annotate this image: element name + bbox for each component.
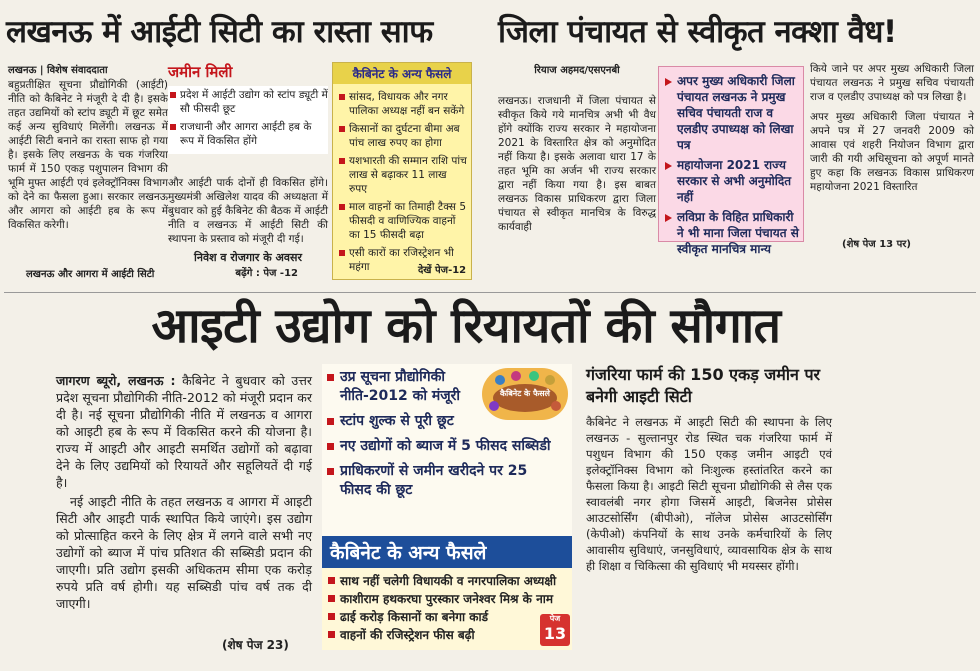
col3-point: किसानों का दुर्घटना बीमा अब पांच लाख रुपए का होगा — [337, 122, 467, 150]
bottom-right-story — [586, 364, 832, 654]
bottom-left-p1: कैबिनेट ने बुधवार को उत्तर प्रदेश सूचना प्रौद्योगिकी नीति-2012 को मंजूरी प्रदान कर दी है। नई सूचना प्रौद्योगिकी नीति में लखनऊ व आगरा को आइटी हब के रूप में विकसित करने की योजना है। राज्य में आइटी और आइटी समर्थित उद्योगों को बढ़ावा देने के लिए उद्यमियों को रियायतें और सहूलियतें दी गई है। — [56, 373, 312, 490]
bottom-left-lead: जागरण ब्यूरो, लखनऊ : — [56, 373, 176, 388]
cabinet-graphic-label: कैबिनेट के फैसले — [500, 389, 550, 398]
headline-main: आइटी उद्योग को रियायतों की सौगात — [151, 298, 781, 354]
section-divider — [4, 292, 976, 293]
col2-point: राजधानी और आगरा आईटी हब के रूप में विकसित होंगे — [168, 120, 328, 148]
col2-points-box — [168, 86, 328, 154]
col2-footer-ref: बढ़ेंगे : पेज -12 — [235, 268, 298, 279]
bottom-mid-cab-point: ढाई करोड़ किसानों का बनेगा कार्ड — [326, 608, 568, 626]
col4-byline: रियाज अहमद/एसएनबी — [534, 65, 620, 76]
bottom-right-body: कैबिनेट ने लखनऊ में आइटी सिटी की स्थापना के लिए लखनऊ - सुल्तानपुर रोड स्थित चक गंजरिया फार्म में पशुधन विभाग की 150 एकड़ जमीन आइटी एवं इलेक्ट्रॉनिक्स विभाग को निःशुल्क हस्तांतरित करने का फैसला किया है। आइटी सिटी सूचना प्रौद्योगिकी से लैस एक स्वावलंबी नगर होगा जिसमें आइटी, बिजनेस प्रोसेस आउटसोर्सिंग (बीपीओ), नॉलेज प्रोसेस आउटसोर्सिंग (केपीओ) कंपनियों के साथ उनके कर्मचारियों के लिए आवासीय सुविधाएं, जनसुविधाएं, व्यावसायिक क्षेत्र के साथ ही शिक्षा व चिकित्सा की सुविधाएं भी मयस्सर होंगी। — [586, 415, 832, 573]
bottom-left-body — [56, 372, 312, 612]
col5-highlights-box — [658, 66, 804, 256]
col2-body: और आईटी पार्क दोनों ही विकसित होंगे। मुख्यमंत्री अखिलेश यादव की अध्यक्षता में बुधवार को हुई कैबिनेट की बैठक में आईटी नीति व लखनऊ में आईटी सिटी की स्थापना के प्रस्ताव को मंजूरी दी गई। — [168, 177, 328, 245]
bottom-mid-point: स्टांप शुल्क से पूरी छूट — [326, 412, 562, 431]
bottom-mid-cab-point: साथ नहीं चलेगी विधायकी व नगरपालिका अध्यक्षी — [326, 572, 568, 590]
cabinet-graphic — [482, 368, 568, 420]
col3-point: यशभारती की सम्मान राशि पांच लाख से बढ़ाकर 11 लाख रुपए — [337, 154, 467, 196]
bottom-left-p2: नई आइटी नीति के तहत लखनऊ व आगरा में आइटी सिटी और आइटी पार्क स्थापित किये जाएंगे। इस उद्योग को प्रोत्साहित करने के लिए क्षेत्र में लगने वाले सभी नए उद्योगों को ब्याज में पांच प्रतिशत की सब्सिडी प्रदान की जाएगी। प्रति उद्योग इसकी अधिकतम सीमा एक करोड़ रुपये प्रति वर्ष होगी। यह सब्सिडी पांच वर्ष तक दी जाएगी। — [56, 494, 312, 611]
bottom-mid-cab-point: वाहनों की रजिस्ट्रेशन फीस बढ़ी — [326, 626, 568, 644]
col1-byline: लखनऊ | विशेष संवाददाता — [8, 65, 108, 76]
col6-body2: अपर मुख्य अधिकारी जिला पंचायत ने अपने पत्र में 27 जनवरी 2009 को आवास एवं शहरी नियोजन विभाग द्वारा जारी की गयी अधिसूचना को अपूर्ण मानते हुए कहा कि लखनऊ विकास प्राधिकरण महायोजना 2021 विस्तारित — [810, 111, 974, 193]
col5-point: महायोजना 2021 राज्य सरकार से अभी अनुमोदित नहीं — [663, 157, 799, 205]
bottom-mid-cabinet-box — [322, 536, 572, 648]
headline-right: जिला पंचायत से स्वीकृत नक्शा वैध! — [498, 14, 897, 50]
col6-body1: किये जाने पर अपर मुख्य अधिकारी जिला पंचायत लखनऊ ने प्रमुख सचिव पंचायती राज व एलडीए उपाध्यक्ष को पत्र लिखा है। — [810, 63, 974, 103]
page-label: पेज — [549, 614, 561, 623]
bottom-right-heading: गंजरिया फार्म की 150 एकड़ जमीन पर बनेगी आइटी सिटी — [586, 365, 821, 406]
bottom-left-story — [56, 372, 312, 652]
bottom-mid-point: उप्र सूचना प्रौद्योगिकी नीति-2012 को मंजूरी — [326, 368, 478, 406]
col5-point: अपर मुख्य अधिकारी जिला पंचायत लखनऊ ने प्रमुख सचिव पंचायती राज व एलडीए उपाध्यक्ष को लिखा पत्र — [663, 73, 799, 153]
bottom-mid-highlights — [322, 364, 572, 540]
bottom-left-footer-ref: (शेष पेज 23) — [222, 638, 289, 652]
col2-footer-head: निवेश व रोजगार के अवसर — [194, 251, 302, 264]
col6-story — [810, 62, 974, 252]
col3-point: सांसद, विधायक और नगर पालिका अध्यक्ष नहीं बन सकेंगे — [337, 90, 467, 118]
col4-body: लखनऊ। राजधानी में जिला पंचायत से स्वीकृत किये गये मानचित्र अभी भी वैध होंगे क्योंकि राज्य सरकार ने महायोजना 2021 के विस्तारित क्षेत्र को अनुमोदित नहीं किया है। इसके अलावा धारा 17 के तहत भूमि का अर्जन भी राज्य सरकार द्वारा नहीं किया गया है। इस बाबत लखनऊ विकास प्राधिकरण द्वारा जिला पंचायत से स्वीकृत मानचित्र के विरुद्ध कार्यवाही — [498, 95, 656, 233]
bottom-mid-cab-heading: कैबिनेट के अन्य फैसले — [322, 536, 572, 568]
col1-footer: लखनऊ और आगरा में आईटी सिटी — [26, 269, 155, 280]
col5-point: लविप्रा के विहित प्राधिकारी ने भी माना जिला पंचायत से स्वीकृत मानचित्र मान्य — [663, 209, 799, 257]
col3-heading: कैबिनेट के अन्य फैसले — [333, 63, 471, 84]
col4-story — [498, 62, 656, 252]
bottom-mid-point: प्राधिकरणों से जमीन खरीदने पर 25 फीसद की छूट — [326, 462, 562, 500]
col3-footer-ref: देखें पेज-12 — [418, 265, 467, 276]
bottom-mid-point: नए उद्योगों को ब्याज में 5 फीसद सब्सिडी — [326, 437, 562, 456]
col1-body: बहुप्रतीक्षित सूचना प्रौद्योगिकी (आईटी) नीति को कैबिनेट ने मंजूरी दे दी है। इसके तहत उद्यमियों को स्टांप ड्यूटी में छूट समेत कई अन्य सुविधाएं मिलेंगी। लखनऊ में आईटी सिटी बनाने का रास्ता साफ हो गया है। इसके लिए लखनऊ के चक गंजरिया फार्म में 150 एकड़ पशुपालन विभाग की भूमि मुफ्त आईटी एवं इलेक्ट्रॉनिक्स विभाग को देने का फैसला हुआ। सरकार लखनऊ और आगरा को आईटी हब के रूप में विकसित करेगी। — [8, 79, 168, 231]
page-number: 13 — [543, 624, 567, 643]
headline-left: लखनऊ में आईटी सिटी का रास्ता साफ — [6, 14, 433, 50]
col3-point: माल वाहनों का तिमाही टैक्स 5 फीसदी व वाणिज्यिक वाहनों का 15 फीसदी बढ़ा — [337, 200, 467, 242]
bottom-mid-cab-point: काशीराम हथकरघा पुरस्कार जनेश्वर मिश्र के नाम — [326, 590, 568, 608]
col3-cabinet-box — [332, 62, 472, 280]
col1-story — [8, 62, 168, 290]
col2-story — [168, 62, 328, 284]
col2-heading: जमीन मिली — [168, 63, 233, 81]
col3-point: एसी कारों का रजिस्ट्रेशन भी महंगा — [337, 246, 467, 274]
page-number-badge — [540, 614, 570, 646]
col6-footer-ref: (शेष पेज 13 पर) — [842, 239, 911, 250]
col2-point: प्रदेश में आईटी उद्योग को स्टांप ड्यूटी में सौ फीसदी छूट — [168, 88, 328, 116]
